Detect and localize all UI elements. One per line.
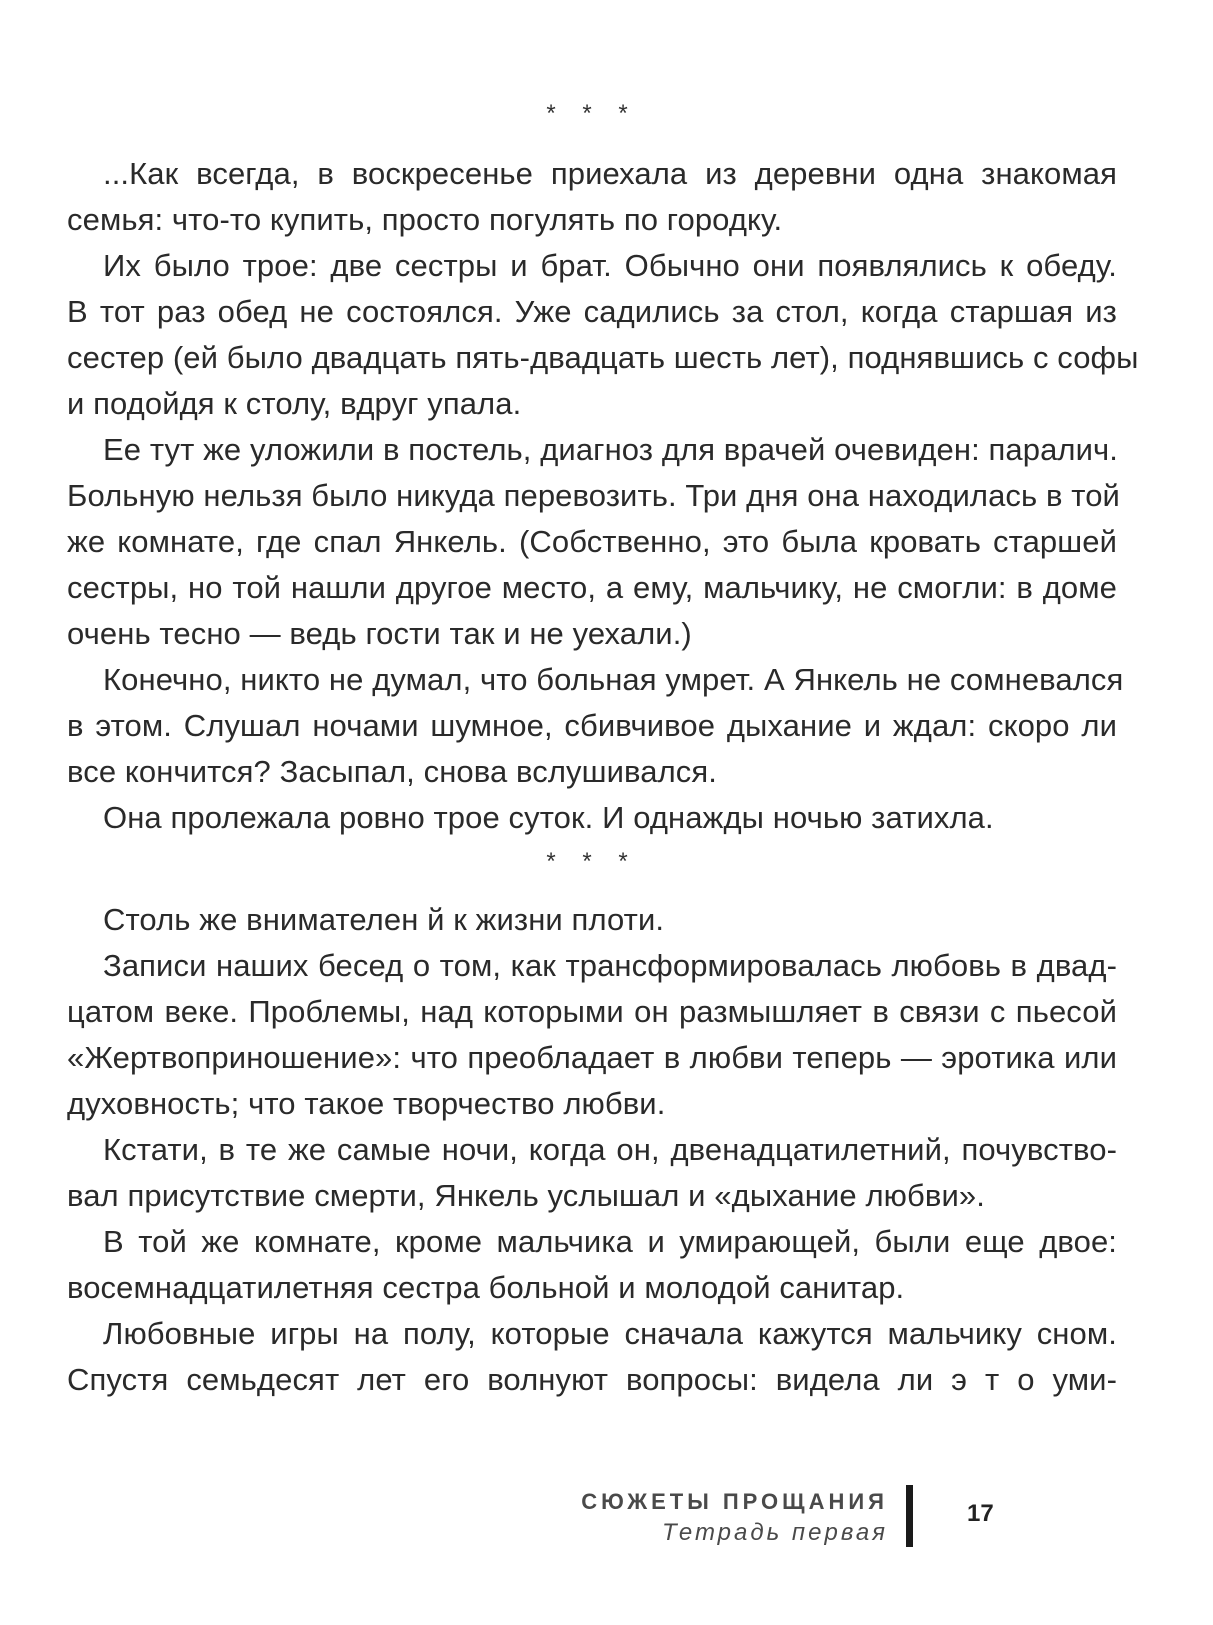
section-2-text <box>67 897 1117 1403</box>
text-line: и подойдя к столу, вдруг упала. <box>67 386 522 421</box>
text-line: Конечно, никто не думал, что больная умрет. А Янкель не сомневался <box>103 662 1124 697</box>
text-line: Записи наших бесед о том, как трансформировалась любовь в двад- <box>103 948 1117 983</box>
section-separator-2: * * * <box>546 848 638 875</box>
page-number: 17 <box>967 1500 994 1527</box>
paragraph <box>67 795 1117 841</box>
text-line: Любовные игры на полу, которые сначала кажутся мальчику сном. <box>103 1316 1117 1351</box>
text-line: Кстати, в те же самые ночи, когда он, двенадцатилетний, почувство- <box>103 1132 1117 1167</box>
footer-divider <box>906 1485 913 1547</box>
text-line: В тот раз обед не состоялся. Уже садились за стол, когда старшая из <box>67 294 1117 329</box>
running-subtitle: Тетрадь первая <box>662 1519 888 1546</box>
paragraph <box>67 243 1139 427</box>
text-line: в этом. Слушал ночами шумное, сбивчивое дыхание и ждал: скоро ли <box>67 708 1117 743</box>
paragraph <box>67 1311 1117 1403</box>
text-line: В той же комнате, кроме мальчика и умирающей, были еще двое: <box>103 1224 1117 1259</box>
text-line: Их было трое: две сестры и брат. Обычно они появлялись к обеду. <box>103 248 1117 283</box>
text-line: сестер (ей было двадцать пять-двадцать шесть лет), поднявшись с софы <box>67 340 1139 375</box>
text-line: Столь же внимателен й к жизни плоти. <box>103 902 665 937</box>
text-line: Ее тут же уложили в постель, диагноз для врачей очевиден: паралич. <box>103 432 1118 467</box>
text-line: «Жертвоприношение»: что преобладает в любви теперь — эротика или <box>67 1040 1117 1075</box>
paragraph <box>67 427 1120 657</box>
text-line: семья: что-то купить, просто погулять по городку. <box>67 202 783 237</box>
text-line: цатом веке. Проблемы, над которыми он размышляет в связи с пьесой <box>67 994 1117 1029</box>
paragraph <box>67 1127 1117 1219</box>
paragraph <box>67 1219 1117 1311</box>
text-line: Больную нельзя было никуда перевозить. Три дня она находилась в той <box>67 478 1120 513</box>
text-line: Она пролежала ровно трое суток. И однажды ночью затихла. <box>103 800 994 835</box>
section-separator-1: * * * <box>546 100 638 127</box>
running-title: СЮЖЕТЫ ПРОЩАНИЯ <box>581 1489 888 1514</box>
paragraph <box>67 151 1117 243</box>
text-line: вал присутствие смерти, Янкель услышал и «дыхание любви». <box>67 1178 985 1213</box>
text-line: сестры, но той нашли другое место, а ему, мальчику, не смогли: в доме <box>67 570 1117 605</box>
text-line: ...Как всегда, в воскресенье приехала из деревни одна знакомая <box>103 156 1117 191</box>
paragraph <box>67 943 1117 1127</box>
text-line: восемнадцатилетняя сестра больной и молодой санитар. <box>67 1270 905 1305</box>
text-line: Спустя семьдесят лет его волнуют вопросы: видела ли э т о уми- <box>67 1362 1117 1397</box>
paragraph <box>67 897 1117 943</box>
page-footer <box>0 1485 1213 1555</box>
text-line: очень тесно — ведь гости так и не уехали.) <box>67 616 692 651</box>
text-line: все кончится? Засыпал, снова вслушивался. <box>67 754 717 789</box>
text-line: духовность; что такое творчество любви. <box>67 1086 666 1121</box>
section-1-text <box>67 151 1139 841</box>
text-line: же комнате, где спал Янкель. (Собственно, это была кровать старшей <box>67 524 1117 559</box>
paragraph <box>67 657 1124 795</box>
